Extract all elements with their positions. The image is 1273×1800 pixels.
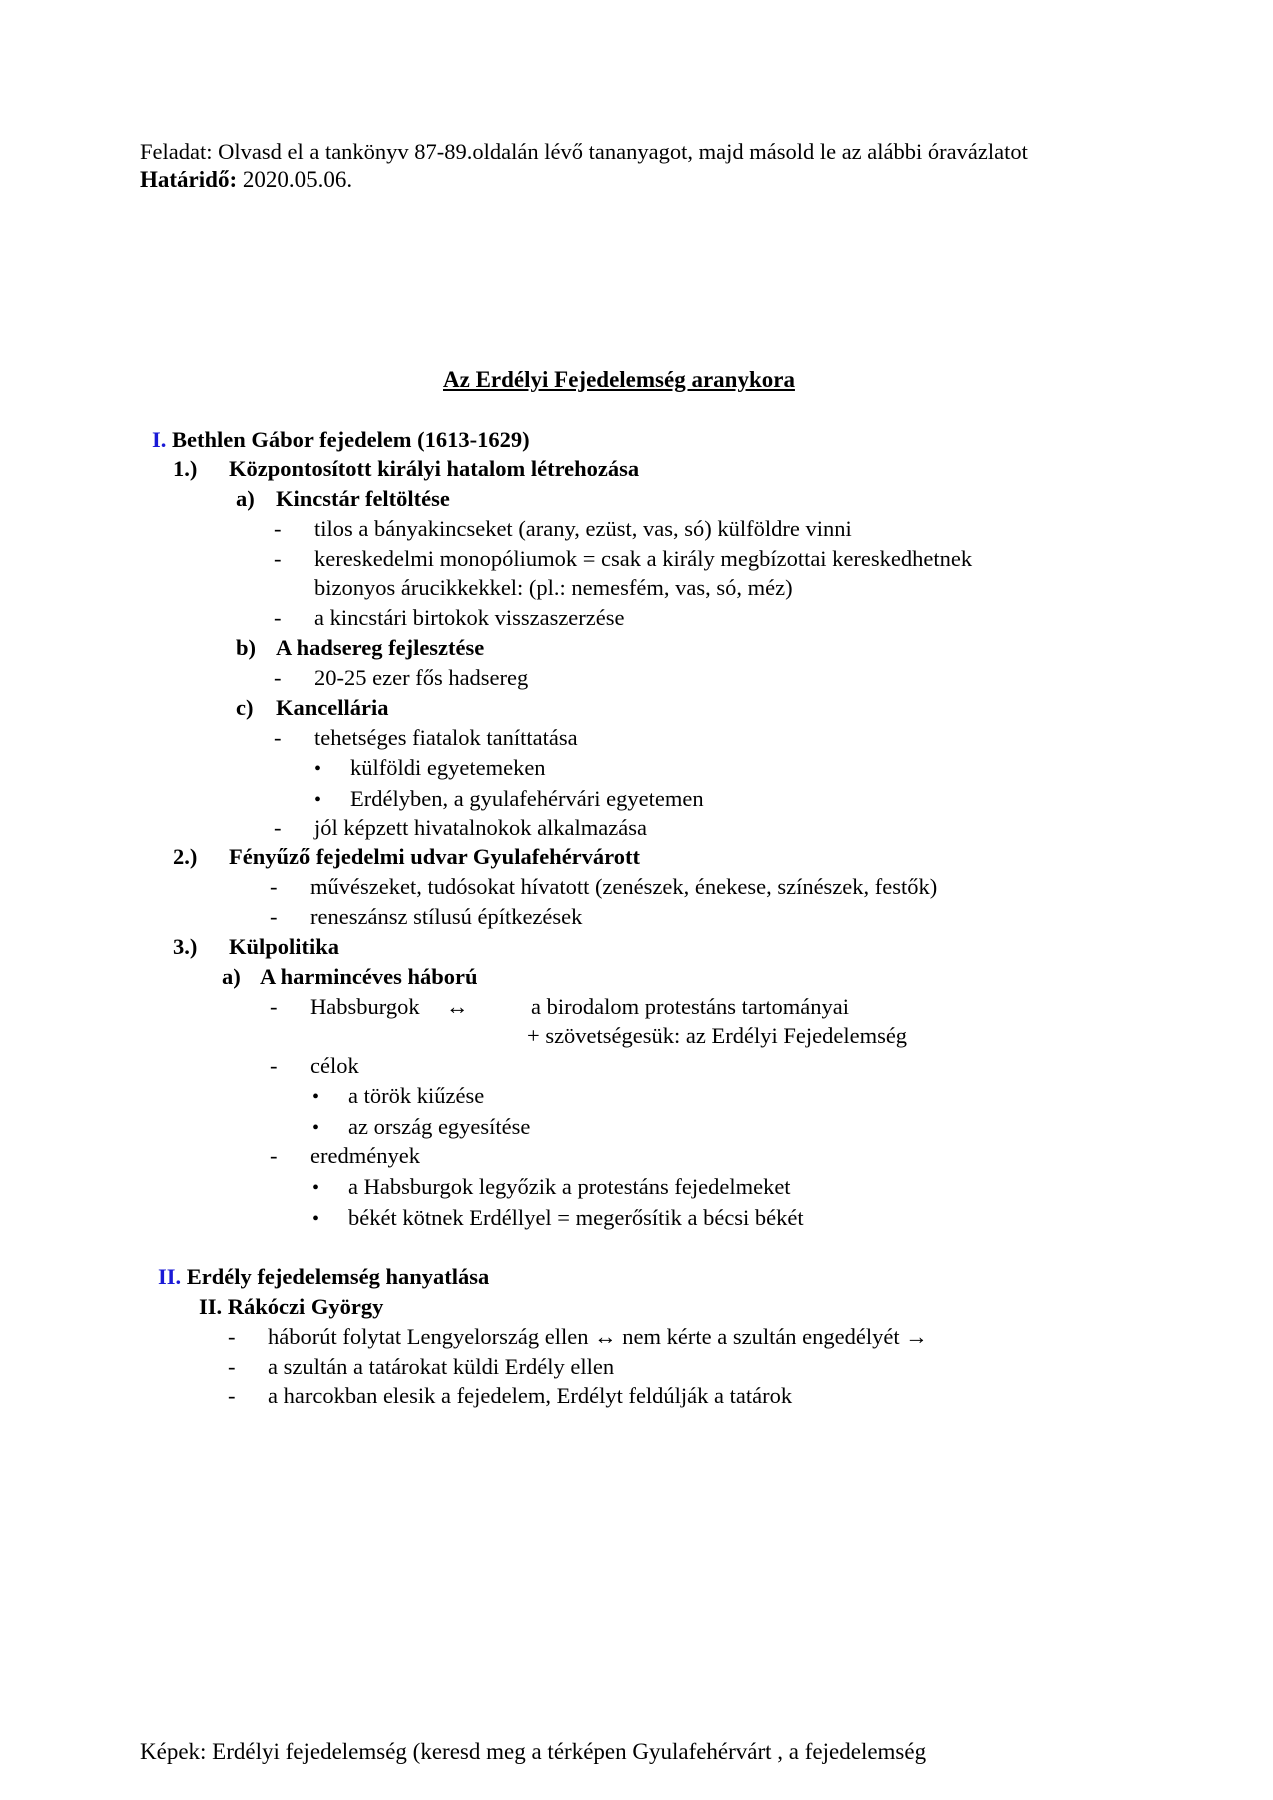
dash-icon: -	[228, 1354, 236, 1379]
deadline-value: 2020.05.06.	[237, 167, 353, 192]
sub-3a-label: a)	[222, 964, 241, 989]
list-item-text: a kincstári birtokok visszaszerzése	[314, 605, 625, 630]
dash-icon: -	[274, 725, 282, 750]
list-item-text: eredmények	[310, 1143, 420, 1168]
dash-icon: -	[274, 546, 282, 571]
sub-c-title: Kancellária	[276, 695, 389, 720]
opponent-line-1: a birodalom protestáns tartományai	[531, 994, 850, 1019]
bullet-icon: •	[314, 758, 322, 780]
bullet-icon: •	[312, 1086, 320, 1108]
section-1-title: Bethlen Gábor fejedelem (1613-1629)	[166, 427, 530, 452]
bullet-text: Erdélyben, a gyulafehérvári egyetemen	[350, 786, 704, 811]
sub-a-label: a)	[236, 486, 255, 511]
section-2-heading	[158, 1263, 489, 1291]
bullet-text: külföldi egyetemeken	[350, 755, 546, 780]
point-2-number: 2.)	[173, 844, 198, 869]
list-item	[270, 1052, 359, 1080]
deadline	[140, 166, 352, 194]
dash-icon: -	[274, 815, 282, 840]
sub-a-heading	[236, 485, 450, 513]
point-1-number: 1.)	[173, 456, 198, 481]
bullet-item	[314, 785, 704, 814]
list-item	[270, 993, 420, 1021]
list-item	[274, 814, 647, 842]
point-3-number: 3.)	[173, 934, 198, 959]
list-item-text: háborút folytat Lengyelország ellen ↔ nem kérte a szultán engedélyét →	[268, 1324, 928, 1349]
bullet-item	[314, 754, 546, 783]
list-item-text: célok	[310, 1053, 359, 1078]
list-item	[270, 873, 937, 901]
bullet-item	[312, 1113, 530, 1142]
section-2-subheading: II. Rákóczi György	[199, 1294, 384, 1319]
bullet-item	[312, 1204, 804, 1233]
dash-icon: -	[274, 516, 282, 541]
list-item-text: 20-25 ezer fős hadsereg	[314, 665, 529, 690]
sub-c-label: c)	[236, 695, 254, 720]
list-item-text: jól képzett hivatalnokok alkalmazása	[314, 815, 647, 840]
point-3-title: Külpolitika	[229, 934, 340, 959]
dash-icon: -	[270, 994, 278, 1019]
footer-images-note: Képek: Erdélyi fejedelemség (keresd meg a térképen Gyulafehérvárt , a fejedelemség	[140, 1739, 927, 1764]
point-2-heading	[173, 843, 640, 871]
bullet-icon: •	[312, 1177, 320, 1199]
bullet-text: a török kiűzése	[348, 1083, 485, 1108]
list-item	[274, 515, 852, 543]
list-item	[228, 1382, 792, 1410]
list-item-text: tilos a bányakincseket (arany, ezüst, vas, só) külföldre vinni	[314, 516, 852, 541]
sub-a-title: Kincstár feltöltése	[276, 486, 450, 511]
list-item-text: reneszánsz stílusú építkezések	[310, 904, 583, 929]
section-1-heading	[152, 426, 530, 454]
dash-icon: -	[270, 1143, 278, 1168]
list-item	[274, 545, 972, 573]
opponent-line-2: + szövetségesük: az Erdélyi Fejedelemség	[527, 1023, 908, 1048]
document-title: Az Erdélyi Fejedelemség aranykora	[443, 367, 795, 392]
section-1-numeral: I.	[152, 427, 167, 452]
point-3-heading	[173, 933, 339, 961]
bullet-item	[312, 1082, 484, 1111]
list-item-text: művészeket, tudósokat hívatott (zenészek, énekese, színészek, festők)	[310, 874, 938, 899]
habsburg-text: Habsburgok	[310, 994, 420, 1019]
list-item	[270, 903, 582, 931]
point-1-title: Központosított királyi hatalom létrehozása	[229, 456, 640, 481]
list-item-text: a harcokban elesik a fejedelem, Erdélyt feldúlják a tatárok	[268, 1383, 793, 1408]
bullet-text: békét kötnek Erdéllyel = megerősítik a bécsi békét	[348, 1205, 804, 1230]
list-item	[274, 724, 578, 752]
list-item	[228, 1323, 928, 1351]
section-2-numeral: II.	[158, 1264, 182, 1289]
deadline-label: Határidő:	[140, 167, 238, 192]
list-item	[274, 604, 625, 632]
list-item	[274, 664, 528, 692]
section-2-title: Erdély fejedelemség hanyatlása	[181, 1264, 490, 1289]
dash-icon: -	[274, 605, 282, 630]
list-item-text: tehetséges fiatalok taníttatása	[314, 725, 578, 750]
bullet-icon: •	[314, 789, 322, 811]
bidirectional-arrow-icon: ↔	[446, 994, 469, 1019]
bullet-icon: •	[312, 1117, 320, 1139]
sub-b-heading	[236, 634, 484, 662]
task-instruction: Feladat: Olvasd el a tankönyv 87-89.oldalán lévő tananyagot, majd másold le az alábbi óravázlatot	[140, 139, 1028, 164]
point-1-heading	[173, 455, 639, 483]
sub-c-heading	[236, 694, 388, 722]
dash-icon: -	[270, 1053, 278, 1078]
list-item-text: kereskedelmi monopóliumok = csak a király megbízottai kereskedhetnek	[314, 546, 973, 571]
point-2-title: Fényűző fejedelmi udvar Gyulafehérvárott	[229, 844, 640, 869]
sub-3a-heading	[222, 963, 478, 991]
dash-icon: -	[270, 904, 278, 929]
list-item-text: a szultán a tatárokat küldi Erdély ellen	[268, 1354, 615, 1379]
bullet-icon: •	[312, 1208, 320, 1230]
bullet-text: a Habsburgok legyőzik a protestáns fejedelmeket	[348, 1174, 791, 1199]
dash-icon: -	[274, 665, 282, 690]
sub-b-title: A hadsereg fejlesztése	[276, 635, 485, 660]
sub-3a-title: A harmincéves háború	[260, 964, 478, 989]
list-item-continuation: bizonyos árucikkekkel: (pl.: nemesfém, vas, só, méz)	[314, 575, 793, 600]
dash-icon: -	[270, 874, 278, 899]
dash-icon: -	[228, 1324, 236, 1349]
list-item	[270, 1142, 420, 1170]
dash-icon: -	[228, 1383, 236, 1408]
bullet-item	[312, 1173, 791, 1202]
sub-b-label: b)	[236, 635, 257, 660]
list-item	[228, 1353, 614, 1381]
bullet-text: az ország egyesítése	[348, 1114, 531, 1139]
